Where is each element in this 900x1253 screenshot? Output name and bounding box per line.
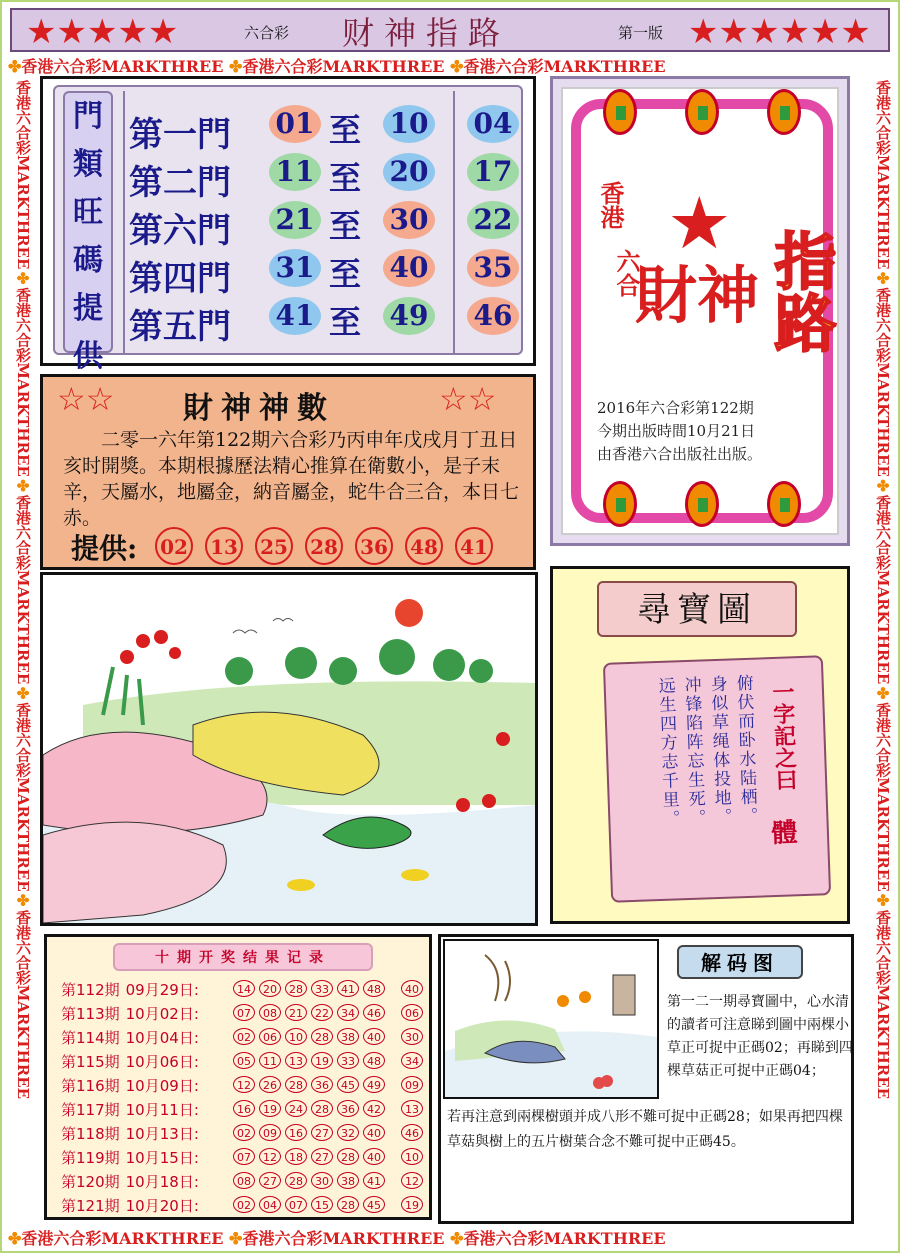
side-char: 供 xyxy=(73,339,103,374)
poem-end: 。 xyxy=(711,807,732,828)
record-number: 32 xyxy=(337,1124,359,1141)
number-ball: 13 xyxy=(205,527,243,565)
record-special-number: 46 xyxy=(401,1124,423,1141)
record-number: 15 xyxy=(311,1196,333,1213)
right-border-strip xyxy=(866,80,894,1224)
coin-icon xyxy=(767,89,801,135)
door-row xyxy=(129,297,525,347)
tree-group xyxy=(225,639,493,685)
strip-text: 香港六合彩MARKTHREE xyxy=(14,80,32,270)
poster-line: 今期出版時間10月21日 xyxy=(597,422,756,440)
range-start-ball: 21 xyxy=(269,201,321,239)
record-number: 27 xyxy=(259,1172,281,1189)
record-number: 06 xyxy=(259,1028,281,1045)
poem-end: 。 xyxy=(737,806,758,827)
record-label xyxy=(61,1075,199,1096)
clover-icon: ✤ xyxy=(874,269,892,288)
record-number: 28 xyxy=(285,980,307,997)
coin-icon xyxy=(603,89,637,135)
record-number: 02 xyxy=(233,1196,255,1213)
coin-icon xyxy=(767,481,801,527)
door-side-label xyxy=(63,91,113,374)
record-number: 38 xyxy=(337,1028,359,1045)
record-number: 27 xyxy=(311,1124,333,1141)
decode-text-top: 第一二一期尋寶圖中，心水清的讀者可注意睇到圖中兩棵小草正可捉中正碼02；再睇到四棵草菇正可捉中正碼04； xyxy=(667,994,853,1079)
record-label xyxy=(61,1123,199,1144)
record-date: 10月09日: xyxy=(125,1077,199,1095)
sun-icon xyxy=(395,599,423,627)
puzzle-illustration xyxy=(40,572,538,926)
record-row xyxy=(61,1073,431,1096)
poem-end: 。 xyxy=(659,809,680,830)
clover-icon: ✤ xyxy=(874,476,892,495)
record-row xyxy=(61,1193,431,1216)
clover-icon: ✤ xyxy=(874,684,892,703)
record-number: 09 xyxy=(259,1124,281,1141)
side-char: 旺 xyxy=(73,195,103,230)
record-number: 27 xyxy=(311,1148,333,1165)
number-ball: 48 xyxy=(405,527,443,565)
record-number: 20 xyxy=(259,980,281,997)
record-number: 28 xyxy=(285,1172,307,1189)
range-end-ball: 30 xyxy=(383,201,435,239)
door-row xyxy=(129,249,525,299)
record-special-number: 10 xyxy=(401,1148,423,1165)
poster-info xyxy=(597,397,837,466)
record-number: 28 xyxy=(311,1028,333,1045)
record-period: 第118期 xyxy=(61,1125,120,1143)
poster-zhilu: 指路 xyxy=(764,229,837,353)
shenshu-title: 財神神數 xyxy=(183,391,335,426)
poster-xianggang: 香港 xyxy=(596,181,625,229)
door-label: 第六門 xyxy=(129,211,231,251)
record-row xyxy=(61,1097,431,1120)
record-number: 28 xyxy=(337,1196,359,1213)
record-number: 12 xyxy=(233,1076,255,1093)
coin-icon xyxy=(603,481,637,527)
treasure-map-panel xyxy=(550,566,850,924)
record-number: 16 xyxy=(233,1100,255,1117)
decode-title: 解码图 xyxy=(677,945,803,979)
record-number: 07 xyxy=(233,1148,255,1165)
strip-text: 香港六合彩MARKTHREE xyxy=(242,1229,445,1248)
record-label xyxy=(61,1003,199,1024)
clover-icon: ✤ xyxy=(14,684,32,703)
record-special-number: 09 xyxy=(401,1076,423,1093)
clover-icon: ✤ xyxy=(229,57,243,76)
record-number: 40 xyxy=(363,1124,385,1141)
record-number: 36 xyxy=(337,1100,359,1117)
record-row xyxy=(61,1169,431,1192)
hot-number-ball: 46 xyxy=(467,297,519,335)
record-label xyxy=(61,1147,199,1168)
range-start-ball: 11 xyxy=(269,153,321,191)
star-icon: ★ xyxy=(667,181,732,265)
record-label xyxy=(61,1195,199,1216)
door-label: 第四門 xyxy=(129,259,231,299)
mushroom-icon xyxy=(579,991,591,1003)
berry-group xyxy=(120,630,181,664)
door-numbers-panel xyxy=(40,76,536,374)
decode-text-bottom: 若再注意到兩棵樹頭并成八形不難可捉中正碼28；如果再把四棵草菇與樹上的五片樹葉合念不難可捉中正碼45。 xyxy=(447,1109,843,1150)
number-ball: 28 xyxy=(305,527,343,565)
record-number: 12 xyxy=(259,1148,281,1165)
record-period: 第114期 xyxy=(61,1029,120,1047)
hot-number-ball: 17 xyxy=(467,153,519,191)
clover-icon: ✤ xyxy=(8,1229,22,1248)
record-number: 07 xyxy=(233,1004,255,1021)
bird-icon xyxy=(233,630,257,633)
range-end-ball: 20 xyxy=(383,153,435,191)
cover-poster xyxy=(550,76,850,546)
strip-text: 香港六合彩MARKTHREE xyxy=(14,702,32,892)
clover-icon: ✤ xyxy=(450,1229,464,1248)
door-label: 第五門 xyxy=(129,307,231,347)
record-number: 34 xyxy=(337,1004,359,1021)
strip-text: 香港六合彩MARKTHREE xyxy=(874,287,892,477)
record-row xyxy=(61,977,431,1000)
record-date: 10月15日: xyxy=(125,1149,199,1167)
hint-text: 一字記之曰 xyxy=(768,680,799,792)
decode-drawing xyxy=(445,941,657,1097)
star-icon: ☆☆ xyxy=(439,380,497,418)
side-char: 類 xyxy=(73,147,103,182)
strip-text: 香港六合彩MARKTHREE xyxy=(21,1229,224,1248)
clover-icon: ✤ xyxy=(450,57,464,76)
strip-text: 香港六合彩MARKTHREE xyxy=(21,57,224,76)
coin-icon xyxy=(685,89,719,135)
tower-icon xyxy=(613,975,635,1015)
ingot-icon xyxy=(401,869,429,881)
range-start-ball: 31 xyxy=(269,249,321,287)
tree-branch xyxy=(485,955,510,1001)
record-period: 第116期 xyxy=(61,1077,120,1095)
record-period: 第119期 xyxy=(61,1149,120,1167)
divider xyxy=(123,91,125,353)
record-number: 28 xyxy=(311,1100,333,1117)
record-number: 13 xyxy=(285,1052,307,1069)
record-number: 45 xyxy=(337,1076,359,1093)
hot-number-ball: 04 xyxy=(467,105,519,143)
record-number: 14 xyxy=(233,980,255,997)
record-number: 26 xyxy=(259,1076,281,1093)
bird-icon xyxy=(273,619,293,622)
door-label: 第一門 xyxy=(129,115,231,155)
header-bar xyxy=(10,8,890,52)
hint-answer: 體 xyxy=(766,818,798,846)
range-end-ball: 49 xyxy=(383,297,435,335)
side-char: 碼 xyxy=(73,243,103,278)
record-date: 10月02日: xyxy=(125,1005,199,1023)
record-number: 45 xyxy=(363,1196,385,1213)
strip-text: 香港六合彩MARKTHREE xyxy=(874,80,892,270)
strip-text: 香港六合彩MARKTHREE xyxy=(242,57,445,76)
clover-icon: ✤ xyxy=(14,476,32,495)
record-special-number: 13 xyxy=(401,1100,423,1117)
record-number: 19 xyxy=(259,1100,281,1117)
bottom-border-strip xyxy=(8,1226,892,1248)
record-number: 24 xyxy=(285,1100,307,1117)
record-number: 38 xyxy=(337,1172,359,1189)
coin-icon xyxy=(685,481,719,527)
record-row xyxy=(61,1049,431,1072)
strip-text: 香港六合彩MARKTHREE xyxy=(463,57,666,76)
record-number: 21 xyxy=(285,1004,307,1021)
strip-text: 香港六合彩MARKTHREE xyxy=(14,909,32,1100)
clover-icon: ✤ xyxy=(229,1229,243,1248)
poster-liuhe: 六合 xyxy=(612,249,641,297)
poster-line: 2016年六合彩第122期 xyxy=(597,399,754,417)
door-row xyxy=(129,105,525,155)
record-special-number: 40 xyxy=(401,980,423,997)
range-end-ball: 40 xyxy=(383,249,435,287)
record-period: 第121期 xyxy=(61,1197,120,1215)
shenshu-panel xyxy=(40,374,536,570)
lottery-name: 六合彩 xyxy=(244,24,290,42)
record-date: 10月11日: xyxy=(125,1101,199,1119)
to-word: 至 xyxy=(329,111,362,149)
shenshu-text: 二零一六年第122期六合彩乃丙申年戊戌月丁丑日亥时開獎。本期根據歷法精心推算在衛數小，是子末辛，天屬水，地屬金，納音屬金，蛇牛合三合，本日七赤。 xyxy=(63,429,520,529)
door-row xyxy=(129,153,525,203)
to-word: 至 xyxy=(329,303,362,341)
record-period: 第120期 xyxy=(61,1173,120,1191)
clover-icon: ✤ xyxy=(14,269,32,288)
record-number: 41 xyxy=(337,980,359,997)
record-number: 40 xyxy=(363,1148,385,1165)
side-char: 提 xyxy=(73,291,103,326)
record-number: 48 xyxy=(363,1052,385,1069)
treasure-title: 尋寶圖 xyxy=(597,581,797,637)
record-row xyxy=(61,1145,431,1168)
record-label xyxy=(61,1027,199,1048)
hot-number-ball: 35 xyxy=(467,249,519,287)
record-number: 05 xyxy=(233,1052,255,1069)
number-ball: 02 xyxy=(155,527,193,565)
edition-label: 第一版 xyxy=(618,24,664,42)
fruit-icon xyxy=(456,798,470,812)
record-date: 10月04日: xyxy=(125,1029,199,1047)
header-stars-right: ★★★★★★ xyxy=(688,12,871,52)
poem-scroll xyxy=(603,655,831,903)
record-date: 09月29日: xyxy=(125,981,199,999)
record-number: 04 xyxy=(259,1196,281,1213)
to-word: 至 xyxy=(329,255,362,293)
fruit-icon xyxy=(496,732,510,746)
record-number: 41 xyxy=(363,1172,385,1189)
record-number: 40 xyxy=(363,1028,385,1045)
record-label xyxy=(61,1171,199,1192)
to-word: 至 xyxy=(329,207,362,245)
provide-label: 提供: xyxy=(71,532,138,565)
record-number: 02 xyxy=(233,1124,255,1141)
record-special-number: 19 xyxy=(401,1196,423,1213)
record-special-number: 06 xyxy=(401,1004,423,1021)
record-number: 19 xyxy=(311,1052,333,1069)
record-number: 02 xyxy=(233,1028,255,1045)
record-period: 第112期 xyxy=(61,981,120,999)
decode-panel xyxy=(438,934,854,1224)
to-word: 至 xyxy=(329,159,362,197)
strip-text: 香港六合彩MARKTHREE xyxy=(874,909,892,1100)
top-border-strip xyxy=(8,54,892,76)
range-start-ball: 01 xyxy=(269,105,321,143)
poem-line: 身似草绳体投地 xyxy=(706,674,732,809)
record-number: 33 xyxy=(337,1052,359,1069)
record-number: 18 xyxy=(285,1148,307,1165)
door-row xyxy=(129,201,525,251)
poem-end: 。 xyxy=(685,808,706,829)
side-char: 門 xyxy=(73,99,103,134)
range-end-ball: 10 xyxy=(383,105,435,143)
number-ball: 41 xyxy=(455,527,493,565)
record-period: 第115期 xyxy=(61,1053,120,1071)
record-date: 10月13日: xyxy=(125,1125,199,1143)
scene-drawing xyxy=(43,575,535,923)
record-number: 30 xyxy=(311,1172,333,1189)
record-row xyxy=(61,1121,431,1144)
ingot-icon xyxy=(287,879,315,891)
record-label xyxy=(61,1051,199,1072)
star-icon: ☆☆ xyxy=(57,380,115,418)
record-number: 33 xyxy=(311,980,333,997)
record-number: 28 xyxy=(285,1076,307,1093)
record-number: 28 xyxy=(337,1148,359,1165)
left-border-strip xyxy=(6,80,34,1224)
strip-text: 香港六合彩MARKTHREE xyxy=(14,494,32,685)
record-date: 10月06日: xyxy=(125,1053,199,1071)
strip-text: 香港六合彩MARKTHREE xyxy=(874,494,892,685)
record-number: 07 xyxy=(285,1196,307,1213)
record-number: 11 xyxy=(259,1052,281,1069)
strip-text: 香港六合彩MARKTHREE xyxy=(463,1229,666,1248)
record-number: 36 xyxy=(311,1076,333,1093)
record-period: 第117期 xyxy=(61,1101,120,1119)
record-row xyxy=(61,1001,431,1024)
page-title: 财神指路 xyxy=(342,14,511,52)
record-number: 46 xyxy=(363,1004,385,1021)
mushroom-icon xyxy=(557,995,569,1007)
number-ball: 36 xyxy=(355,527,393,565)
range-start-ball: 41 xyxy=(269,297,321,335)
record-label xyxy=(61,1099,199,1120)
poster-caishen: 財神 xyxy=(635,259,760,332)
record-number: 08 xyxy=(259,1004,281,1021)
poem-line: 俯伏而卧水陆栖 xyxy=(732,673,757,808)
record-special-number: 34 xyxy=(401,1052,423,1069)
record-number: 22 xyxy=(311,1004,333,1021)
number-ball: 25 xyxy=(255,527,293,565)
decode-illustration xyxy=(443,939,659,1099)
clover-icon: ✤ xyxy=(8,57,22,76)
poster-line: 由香港六合出版社出版。 xyxy=(597,445,763,463)
clover-icon: ✤ xyxy=(14,891,32,910)
strip-text: 香港六合彩MARKTHREE xyxy=(874,702,892,892)
poster-inner xyxy=(561,87,839,535)
records-title: 十期开奖结果记录 xyxy=(113,943,373,971)
strip-text: 香港六合彩MARKTHREE xyxy=(14,287,32,477)
hot-number-ball: 22 xyxy=(467,201,519,239)
record-number: 10 xyxy=(285,1028,307,1045)
door-numbers-inner xyxy=(53,85,523,374)
mushroom-icon xyxy=(601,1075,613,1087)
door-label: 第二門 xyxy=(129,163,231,203)
draw-records-panel xyxy=(44,934,432,1220)
record-special-number: 30 xyxy=(401,1028,423,1045)
record-row xyxy=(61,1025,431,1048)
record-number: 49 xyxy=(363,1076,385,1093)
header-stars-left: ★★★★★ xyxy=(26,12,179,52)
record-date: 10月18日: xyxy=(125,1173,199,1191)
poem-line: 冲锋陷阵忘生死 xyxy=(680,675,706,810)
record-number: 08 xyxy=(233,1172,255,1189)
record-special-number: 12 xyxy=(401,1172,423,1189)
record-number: 48 xyxy=(363,980,385,997)
record-period: 第113期 xyxy=(61,1005,120,1023)
fruit-icon xyxy=(482,794,496,808)
poem-line: 远生四方志千里 xyxy=(654,676,680,811)
record-number: 42 xyxy=(363,1100,385,1117)
record-number: 16 xyxy=(285,1124,307,1141)
clover-icon: ✤ xyxy=(874,891,892,910)
record-label xyxy=(61,979,199,1000)
record-date: 10月20日: xyxy=(125,1197,199,1215)
